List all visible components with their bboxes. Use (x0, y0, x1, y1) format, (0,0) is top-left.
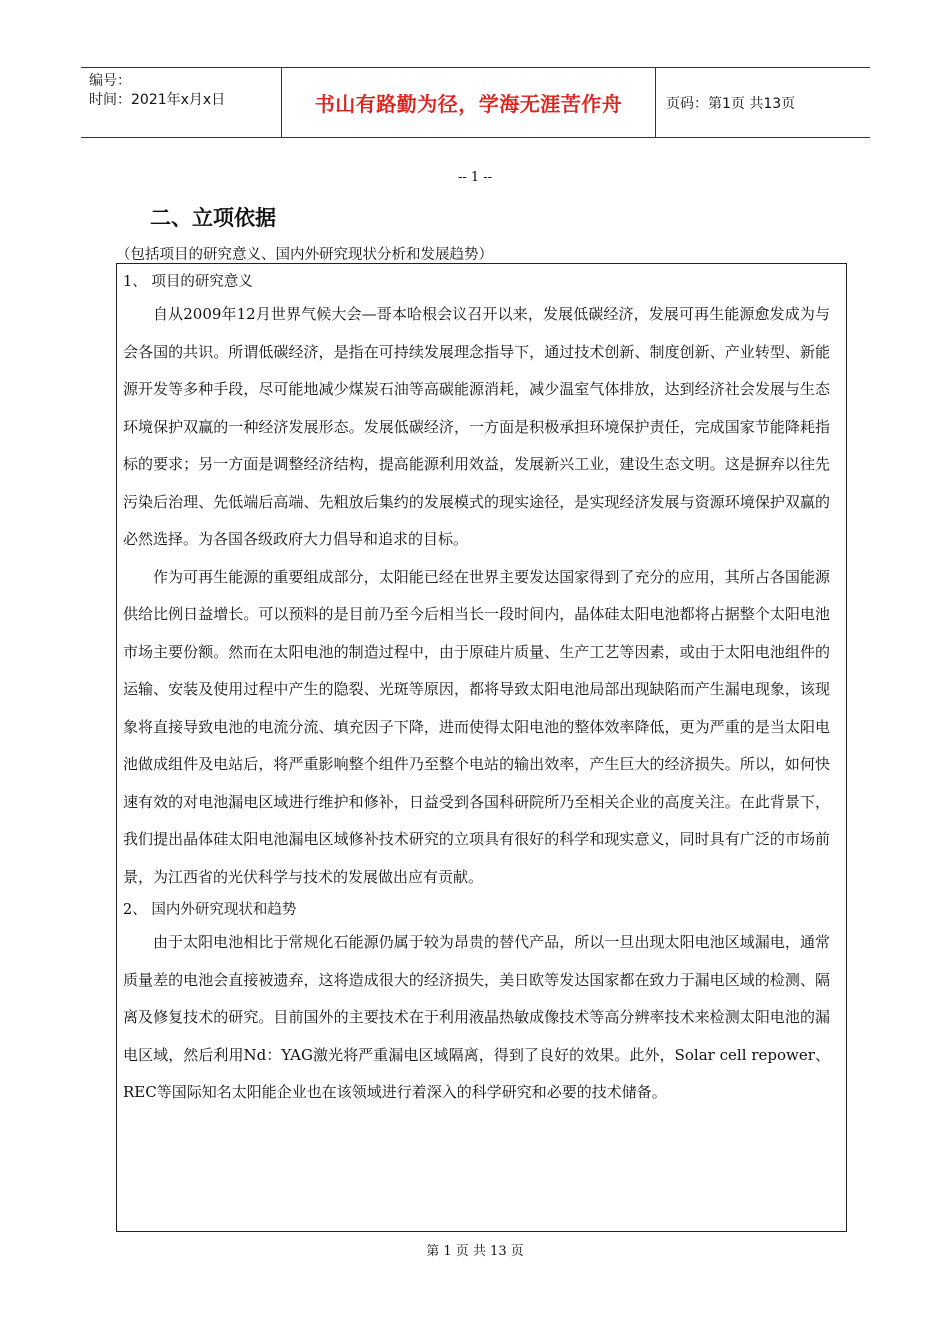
number-label: 编号： (89, 73, 131, 89)
item1-heading: 1、 项目的研究意义 (123, 274, 253, 290)
header-left-cell (81, 68, 282, 137)
motto: 书山有路勤为径，学海无涯苦作舟 (282, 68, 656, 137)
page-header (81, 67, 870, 138)
content-box (116, 263, 847, 1232)
date-label: 时间：2021年x月x日 (89, 92, 226, 108)
page-footer: 第 1 页 共 13 页 (426, 1244, 524, 1259)
page-marker: -- 1 -- (457, 170, 493, 185)
item1-paragraph-1: 自从2009年12月世界气候大会—哥本哈根会议召开以来，发展低碳经济，发展可再生能源愈发成为与会各国的共识。所谓低碳经济，是指在可持续发展理念指导下，通过技术创新、制度创新、产业转型、新能源开发等多种手段，尽可能地减少煤炭石油等高碳能源消耗，减少温室气体排放，达到经济社会发展与生态环境保护双赢的一种经济发展形态。发展低碳经济，一方面是积极承担环境保护责任，完成国家节能降耗指标的要求；另一方面是调整经济结构，提高能源利用效益，发展新兴工业，建设生态文明。这是摒弃以往先污染后治理、先低端后高端、先粗放后集约的发展模式的现实途径，是实现经济发展与资源环境保护双赢的必然选择。为各国各级政府大力倡导和追求的目标。 (123, 305, 830, 548)
section-title: 二、立项依据 (150, 206, 276, 230)
section-subtitle: （包括项目的研究意义、国内外研究现状分析和发展趋势） (116, 247, 493, 263)
item1-paragraph-2: 作为可再生能源的重要组成部分，太阳能已经在世界主要发达国家得到了充分的应用，其所占各国能源供给比例日益增长。可以预料的是目前乃至今后相当长一段时间内，晶体硅太阳电池都将占据整个太阳电池市场主要份额。然而在太阳电池的制造过程中，由于原硅片质量、生产工艺等因素，或由于太阳电池组件的运输、安装及使用过程中产生的隐裂、光斑等原因，都将导致太阳电池局部出现缺陷而产生漏电现象，该现象将直接导致电池的电流分流、填充因子下降，进而使得太阳电池的整体效率降低，更为严重的是当太阳电池做成组件及电站后，将严重影响整个组件乃至整个电站的输出效率，产生巨大的经济损失。所以，如何快速有效的对电池漏电区域进行维护和修补，日益受到各国科研院所乃至相关企业的高度关注。在此背景下，我们提出晶体硅太阳电池漏电区域修补技术研究的立项具有很好的科学和现实意义，同时具有广泛的市场前景，为江西省的光伏科学与技术的发展做出应有贡献。 (123, 567, 830, 886)
item2-heading: 2、 国内外研究现状和趋势 (123, 902, 297, 918)
header-page-label: 页码：第1页 共13页 (666, 95, 796, 112)
item2-paragraph-1: 由于太阳电池相比于常规化石能源仍属于较为昂贵的替代产品，所以一旦出现太阳电池区域漏电，通常质量差的电池会直接被遗弃，这将造成很大的经济损失，美日欧等发达国家都在致力于漏电区域的检测、隔离及修复技术的研究。目前国外的主要技术在于利用液晶热敏成像技术等高分辨率技术来检测太阳电池的漏电区域，然后利用Nd：YAG激光将严重漏电区域隔离，得到了良好的效果。此外，Solar cell repower、REC等国际知名太阳能企业也在该领域进行着深入的科学研究和必要的技术储备。 (123, 933, 830, 1101)
